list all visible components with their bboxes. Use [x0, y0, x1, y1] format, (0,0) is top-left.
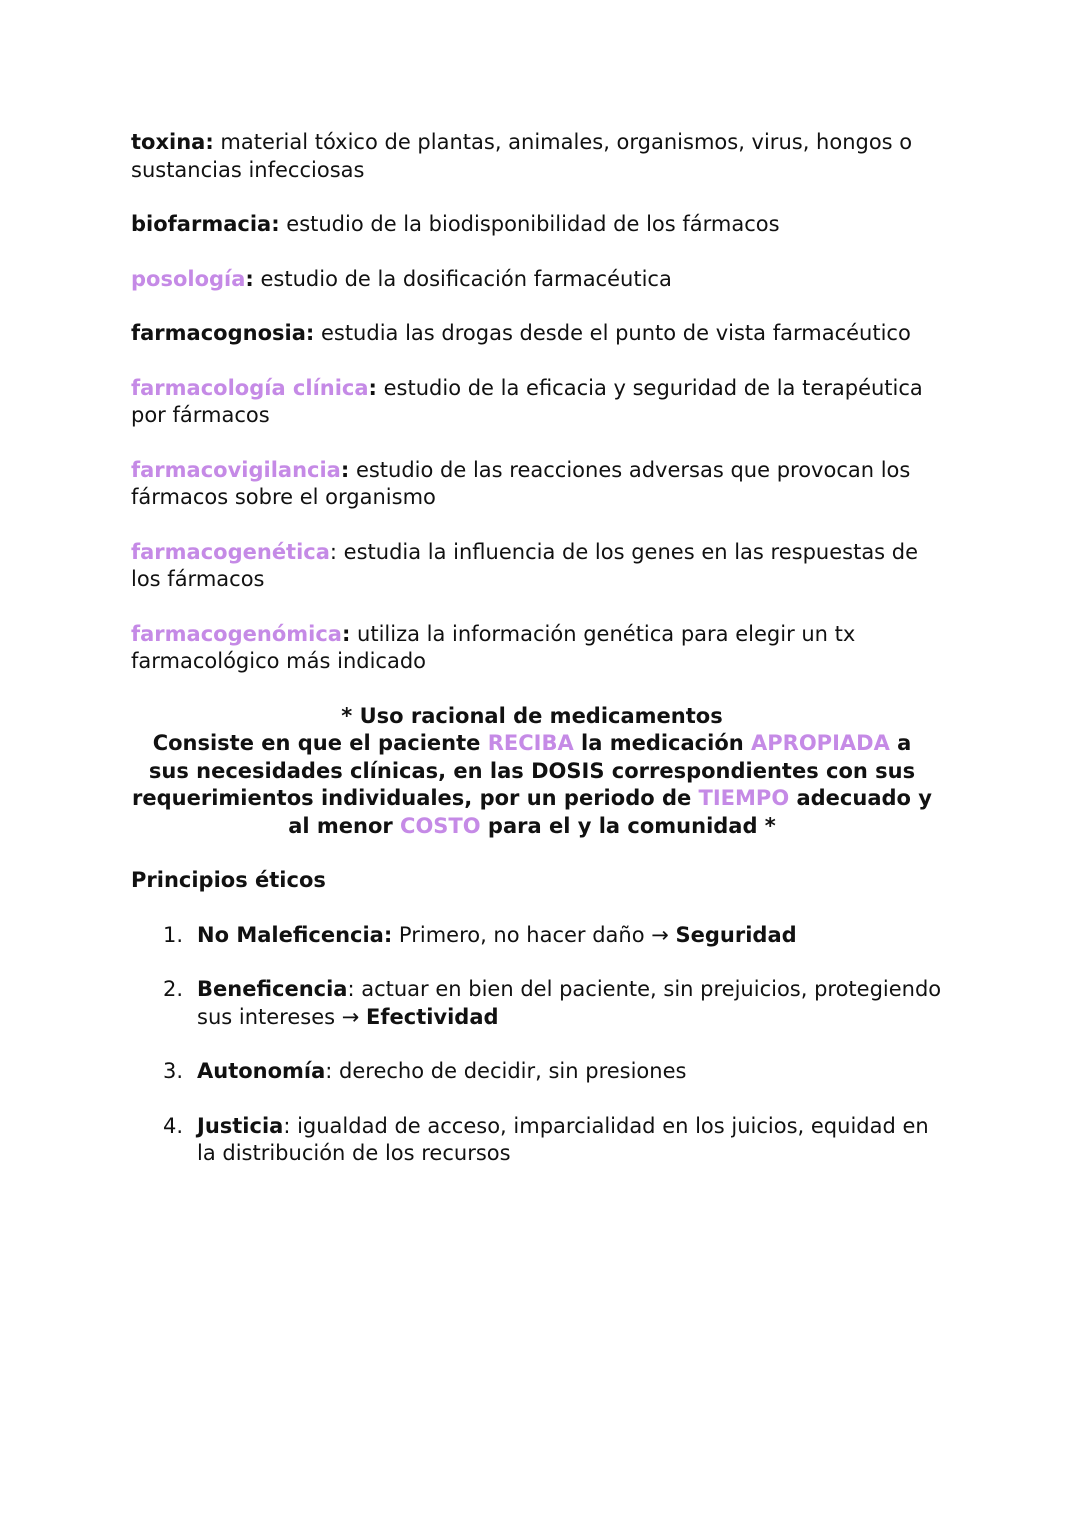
- list-item: [131, 1113, 951, 1168]
- principle-text: : igualdad de acceso, imparcialidad en los juicios, equidad en la distribución de los recursos: [197, 1113, 929, 1165]
- principle-result: Efectividad: [366, 1004, 499, 1029]
- term-definition: estudia la influencia de los genes en las respuestas de los fármacos: [131, 539, 919, 591]
- keyword-costo: COSTO: [400, 813, 481, 838]
- principle-text: : actuar en bien del paciente, sin prejuicios, protegiendo sus intereses →: [197, 977, 942, 1029]
- term-label-highlighted: farmacogenética: [131, 539, 330, 564]
- term-colon: :: [368, 375, 377, 400]
- principles-list: [131, 922, 951, 1168]
- term-label-highlighted: posología: [131, 266, 246, 291]
- list-item: [131, 1058, 951, 1086]
- rational-use-text-part: para el y la comunidad *: [480, 813, 776, 838]
- term-farmacologia-clinica: [131, 375, 951, 430]
- rational-use-text-part: adecuado y al menor: [288, 786, 932, 838]
- term-farmacogenetica: [131, 539, 951, 594]
- document-page: [131, 129, 951, 1195]
- rational-use-text-part: a sus necesidades clínicas, en las DOSIS correspondientes con sus requerimientos individuales, por un periodo de: [132, 731, 916, 810]
- rational-use-box: [131, 703, 951, 841]
- term-farmacognosia: [131, 320, 951, 348]
- term-definition: material tóxico de plantas, animales, organismos, virus, hongos o sustancias infecciosas: [131, 130, 913, 182]
- rational-use-text-part: Consiste en que el paciente: [152, 731, 488, 755]
- term-label: farmacognosia:: [131, 321, 315, 345]
- principle-name: Beneficencia: [197, 977, 348, 1001]
- term-biofarmacia: [131, 211, 951, 239]
- list-item: [131, 976, 951, 1031]
- term-label: toxina:: [131, 130, 214, 154]
- list-number: 1.: [163, 922, 184, 947]
- keyword-apropiada: APROPIADA: [751, 731, 890, 755]
- term-definition: estudio de la biodisponibilidad de los fármacos: [279, 212, 780, 236]
- list-number: 3.: [163, 1059, 184, 1083]
- term-colon: :: [329, 539, 337, 564]
- keyword-tiempo: TIEMPO: [698, 786, 790, 810]
- term-definition: estudia las drogas desde el punto de vista farmacéutico: [314, 321, 911, 345]
- section-title-principios: Principios éticos: [131, 868, 326, 892]
- principle-name: Justicia: [197, 1113, 284, 1138]
- term-farmacogenomica: [131, 621, 951, 676]
- term-definition: estudio de la eficacia y seguridad de la terapéutica por fármacos: [131, 375, 923, 427]
- term-posologia: [131, 266, 951, 294]
- term-definition: estudio de la dosificación farmacéutica: [253, 266, 672, 291]
- term-colon: :: [340, 457, 350, 482]
- term-colon: :: [341, 621, 351, 646]
- term-label-highlighted: farmacovigilancia: [131, 457, 341, 482]
- keyword-reciba: RECIBA: [487, 731, 574, 755]
- term-farmacovigilancia: [131, 457, 951, 512]
- term-toxina: [131, 129, 951, 184]
- principle-result: Seguridad: [675, 922, 797, 947]
- list-number: 2.: [163, 977, 184, 1001]
- principle-name: Autonomía: [197, 1059, 326, 1083]
- term-label: biofarmacia:: [131, 212, 280, 236]
- rational-use-title: * Uso racional de medicamentos: [341, 703, 723, 728]
- term-definition: utiliza la información genética para elegir un tx farmacológico más indicado: [131, 621, 856, 673]
- principle-name: No Maleficencia:: [197, 922, 393, 947]
- rational-use-text: [131, 730, 933, 840]
- term-definition: estudio de las reacciones adversas que provocan los fármacos sobre el organismo: [131, 457, 911, 509]
- list-item: [131, 922, 951, 950]
- term-colon: :: [245, 266, 254, 291]
- principle-text: : derecho de decidir, sin presiones: [325, 1059, 687, 1083]
- list-number: 4.: [163, 1113, 184, 1138]
- term-label-highlighted: farmacogenómica: [131, 621, 342, 646]
- principle-text: Primero, no hacer daño →: [392, 922, 676, 947]
- rational-use-text-part: la medicación: [573, 731, 752, 755]
- term-label-highlighted: farmacología clínica: [131, 375, 369, 400]
